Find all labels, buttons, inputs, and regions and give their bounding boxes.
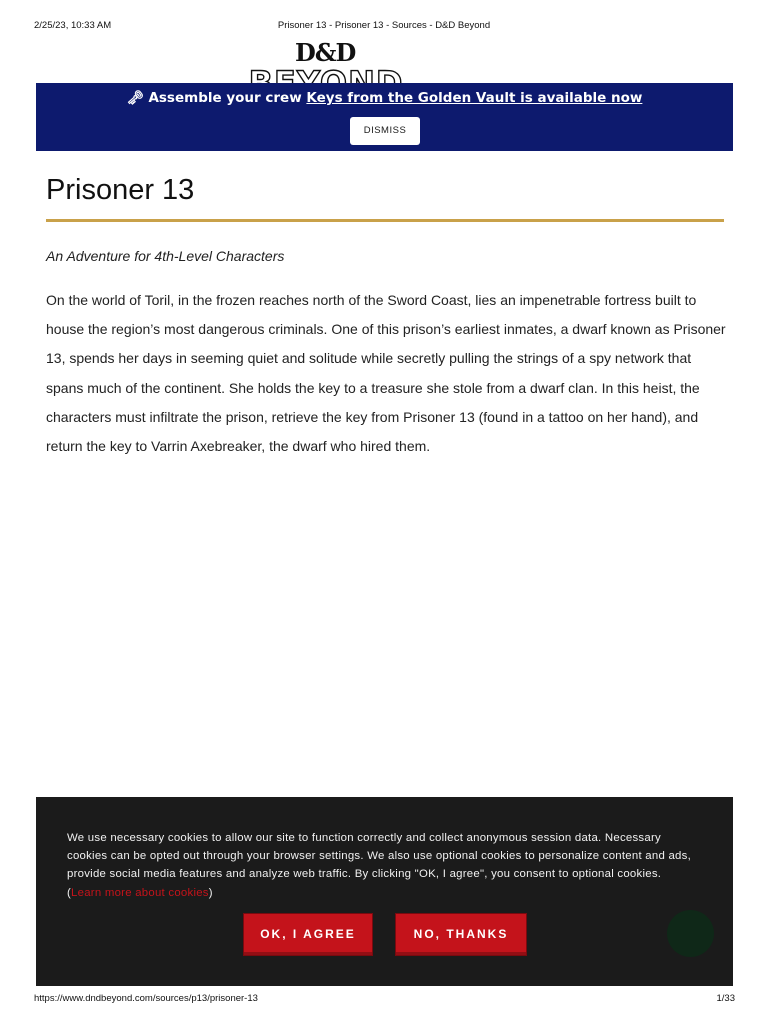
key-icon: 🗝 (126, 90, 144, 106)
dnd-beyond-logo[interactable] (226, 38, 426, 86)
print-page-count: 1/33 (716, 993, 735, 1004)
dismiss-button[interactable]: DISMISS (350, 117, 420, 145)
print-datetime: 2/25/23, 10:33 AM (34, 20, 112, 31)
agree-button[interactable]: OK, I AGREE (244, 914, 372, 955)
promo-lead: Assemble your crew (148, 90, 302, 106)
promo-link[interactable]: Keys from the Golden Vault is available now (306, 90, 643, 106)
page-title: Prisoner 13 (46, 174, 195, 206)
chat-launcher-button[interactable] (667, 910, 714, 957)
decline-button[interactable]: NO, THANKS (396, 914, 526, 955)
print-header (0, 0, 768, 30)
cookie-message-text: We use necessary cookies to allow our site to function correctly and collect anonymous session data. Necessary cookies can be opted out through your browser settings. We also use optional cookies to personalize content and ads, provide social media features and analyze web traffic. By clicking "OK, I agree", you consent to optional cookies. ( (67, 832, 691, 899)
page-subtitle: An Adventure for 4th-Level Characters (46, 248, 285, 264)
promo-message (36, 90, 733, 106)
cookie-consent-banner (36, 797, 733, 986)
print-url: https://www.dndbeyond.com/sources/p13/prisoner-13 (34, 993, 258, 1004)
learn-more-cookies-link[interactable]: Learn more about cookies (71, 886, 209, 899)
print-page-title: Prisoner 13 - Prisoner 13 - Sources - D&D Beyond (277, 20, 491, 31)
cookie-message-end: ) (208, 886, 213, 899)
print-footer (0, 991, 768, 1011)
cookie-message (67, 829, 695, 902)
title-divider (46, 219, 724, 222)
promo-banner (36, 83, 733, 151)
intro-paragraph: On the world of Toril, in the frozen reaches north of the Sword Coast, lies an impenetrable fortress built to house the region’s most dangerous criminals. One of this prison’s earliest inmates, a dwarf known as Prisoner 13, spends her days in seeming quiet and solitude while secretly pulling the strings of a spy network that spans much of the continent. She holds the key to a treasure she stole from a dwarf clan. In this heist, the characters must infiltrate the prison, retrieve the key from Prisoner 13 (found in a tattoo on her hand), and return the key to Varrin Axebreaker, the dwarf who hired them. (46, 292, 726, 455)
logo-top-text: D&D (295, 38, 356, 67)
